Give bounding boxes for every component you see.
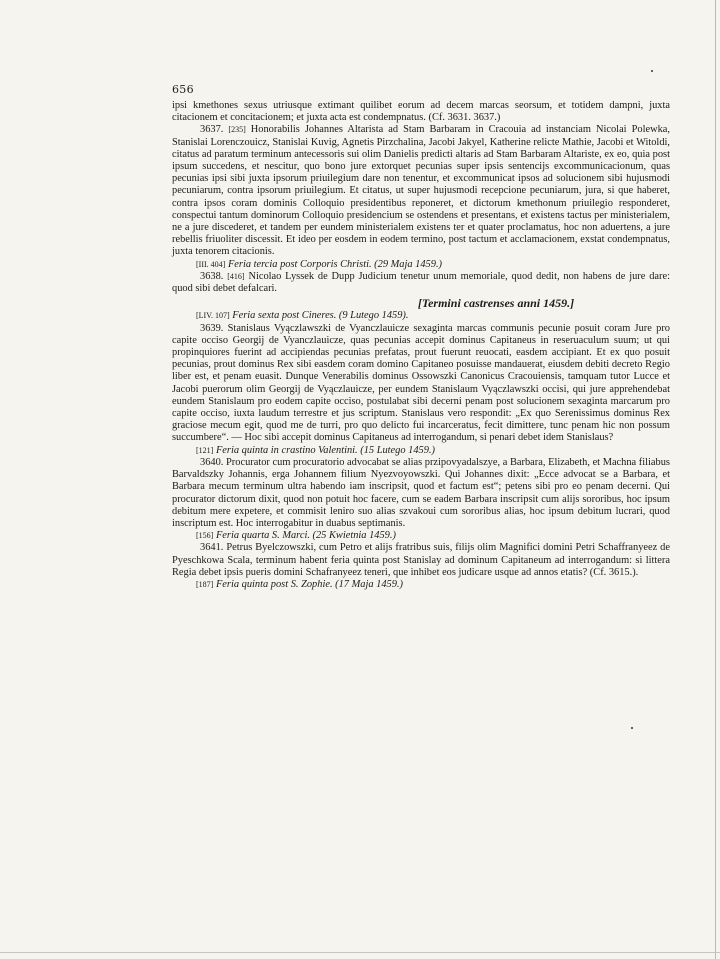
entry-text: Stanislaus Vyączlawszki de Vyanczlauicze sexaginta marcas communis pecunie posuit coram Jure pro capite occiso Georgij de Vyanczlauicze, quas pecunias accepit dominus Capitaneus in reseruaculum suum; ut qui propinquiores fuerint ad accipiendas pecunias prefatas, prout fuerunt reuocati, easdem accipiant. Et ex quo posuit pecunias, prout dominus Rex sibi easdem coram domino Capitaneo posuisse mandauerat, eiusdem debiti decreto Regio liber est, et penam euasit. Dunque Venerabilis dominus Ossowszki Canonicus Cracouiensis, tamquam tutor Lucce et Jacobi puerorum olim Georgij de Vyączlauicze, per eundem Stanislaum Vyączlawszki occisi, qui jure apprehendebat eundem Stanislaum pro eodem capite occiso, postulabat sibi decerni penam post solucionem sexaginta marcarum pro capite occiso, iuxta laudum terrestre et jus scriptum. Stanislaus vero respondit: „Ex quo Serenissimus dominus Rex graciose mecum egit, quod me de turri, pro quo delicto fui incarceratus, fecit dimittere, tunc penam hic non possum succumbere“. — Hoc sibi accepit dominus Capitaneus ad interrogandum, si penari debet idem Stanislaus? <box>172 322 670 444</box>
page-number: 656 <box>172 83 194 96</box>
body-text <box>172 100 670 591</box>
date-line <box>172 310 670 322</box>
date-text: Feria quinta in crastino Valentini. (15 Lutego 1459.) <box>215 444 435 456</box>
entry-number: 3637. <box>200 124 224 136</box>
date-text: Feria sexta post Cineres. (9 Lutego 1459). <box>232 310 409 322</box>
entry-paragraph <box>172 542 670 579</box>
date-text: Feria tercia post Corporis Christi. (29 Maja 1459.) <box>227 258 443 270</box>
entry-paragraph <box>172 457 670 530</box>
entry-text: Procurator cum procuratorio advocabat se alias przipovyadalszye, a Barbara, Elizabeth, et Machna filiabus Barvaldszky Johannis, erga Johannem filium Nyezvoyowszki. Qui Johannes dixit: „Ecce advocat se a Barbara, et Barbara mecum terminum ultra habendo iam inscripsit, quod et factum est“; petens sibi pro eo penam decerni. Qui procurator dictorum dixit, quod non potuit hoc facere, cum se eadem Barbara inscripsit cum alijs sororibus, hoc ipsum debitum mere expetere, et commisit leniro suo alias szvakoui cum sororibus alias, hoc ipsum debitum lucrari, quod inscriptum est. Hoc interrogabitur in duabus septimanis. <box>172 456 670 529</box>
source-reference: [LIV. 107] <box>196 311 230 321</box>
date-line <box>172 579 670 591</box>
entry-number: 3639. <box>200 322 224 334</box>
entry-number: 3638. <box>200 270 224 282</box>
speck <box>651 70 653 72</box>
source-reference: [187] <box>196 579 214 589</box>
entry-text: Honorabilis Johannes Altarista ad Stam Barbaram in Cracouia ad instanciam Nicolai Polewka, Stanislai Lorenczouicz, Stanislai Kuvig, Agnetis Pirzchalina, Jacobi Jakyel, Katherine relicte Mathie, Jacobi et Witoldi, citatus ad paratum terminum antecessoris sui olim Danielis predicti altaris ad Stam Barbaram Altariste, ex eo, quia post ipsum succedens, et nescitur, quo bono jure extorquet pecunias super ipsis sentencijs excommunicacionum, quas pecunias ipsi sibi juxta ipsorum priuilegium dare non tenentur, et excommunicat ipsos ad solucionem sibi hujusmodi pecuniarum, contra ipsorum priuilegium. Et citatus, ut super hujusmodi recepcione pecuniarum, jura, si que haberet, contra ipsos coram dominis Colloquio presidentibus reponeret, et dictorum kmethonum priuilegio responderet, conspectui tantum dominorum Colloquio presidencium se ostendens et presentans, et existens tactus per ministerialem, ne a jure discederet, et tandem per eundem ministerialem existens ter et quater proclamatus, hoc non aduertens, a jure rebellis friuoliter discessit. Et ideo per eosdem in eodem termino, post tactum et acclamacionem, exstat condempnatus, juxta tenorem citacionis. <box>172 124 670 258</box>
date-line <box>172 530 670 542</box>
source-reference: [121] <box>196 445 214 455</box>
date-line <box>172 259 670 271</box>
entry-number: 3641. <box>200 542 224 554</box>
date-text: Feria quarta S. Marci. (25 Kwietnia 1459.) <box>215 530 396 542</box>
page-edge-bottom <box>0 952 720 953</box>
speck <box>631 727 633 729</box>
section-heading: [Termini castrenses anni 1459.] <box>417 296 575 311</box>
date-text: Feria quinta post S. Zophie. (17 Maja 1459.) <box>215 578 403 590</box>
source-reference: [235] <box>228 125 246 135</box>
entry-text: Nicolao Lyssek de Dupp Judicium tenetur unum memoriale, quod dedit, non habens de jure dare: quod sibi debet defalcari. <box>172 270 670 295</box>
entry-paragraph <box>172 271 670 295</box>
page-edge-right <box>715 0 716 959</box>
entry-text: Petrus Byelczowszki, cum Petro et alijs fratribus suis, filijs olim Magnifici domini Petri Schaffranyeez de Pyeschkowa Scala, terminum habent feria quinta post Stanislay ad dominum Capitaneum ad interrogandum: si littera Regia debet ipsis pueris domini Schafranyeez teneri, que inhibet eos judicare usque ad annos etatis? (Cf. 3615.). <box>172 542 670 578</box>
date-line <box>172 445 670 457</box>
entry-number: 3640. <box>200 456 224 468</box>
entry-paragraph <box>172 100 670 124</box>
entry-paragraph <box>172 323 670 445</box>
source-reference: [III. 404] <box>196 259 226 269</box>
entry-paragraph <box>172 124 670 258</box>
source-reference: [416] <box>227 271 245 281</box>
entry-text: ipsi kmethones sexus utriusque extimant quilibet eorum ad decem marcas seorsum, et totidem dampni, juxta citacionem et concitacionem; et juxta acta est condempnatus. (Cf. 3631. 3637.) <box>172 100 670 124</box>
source-reference: [156] <box>196 531 214 541</box>
